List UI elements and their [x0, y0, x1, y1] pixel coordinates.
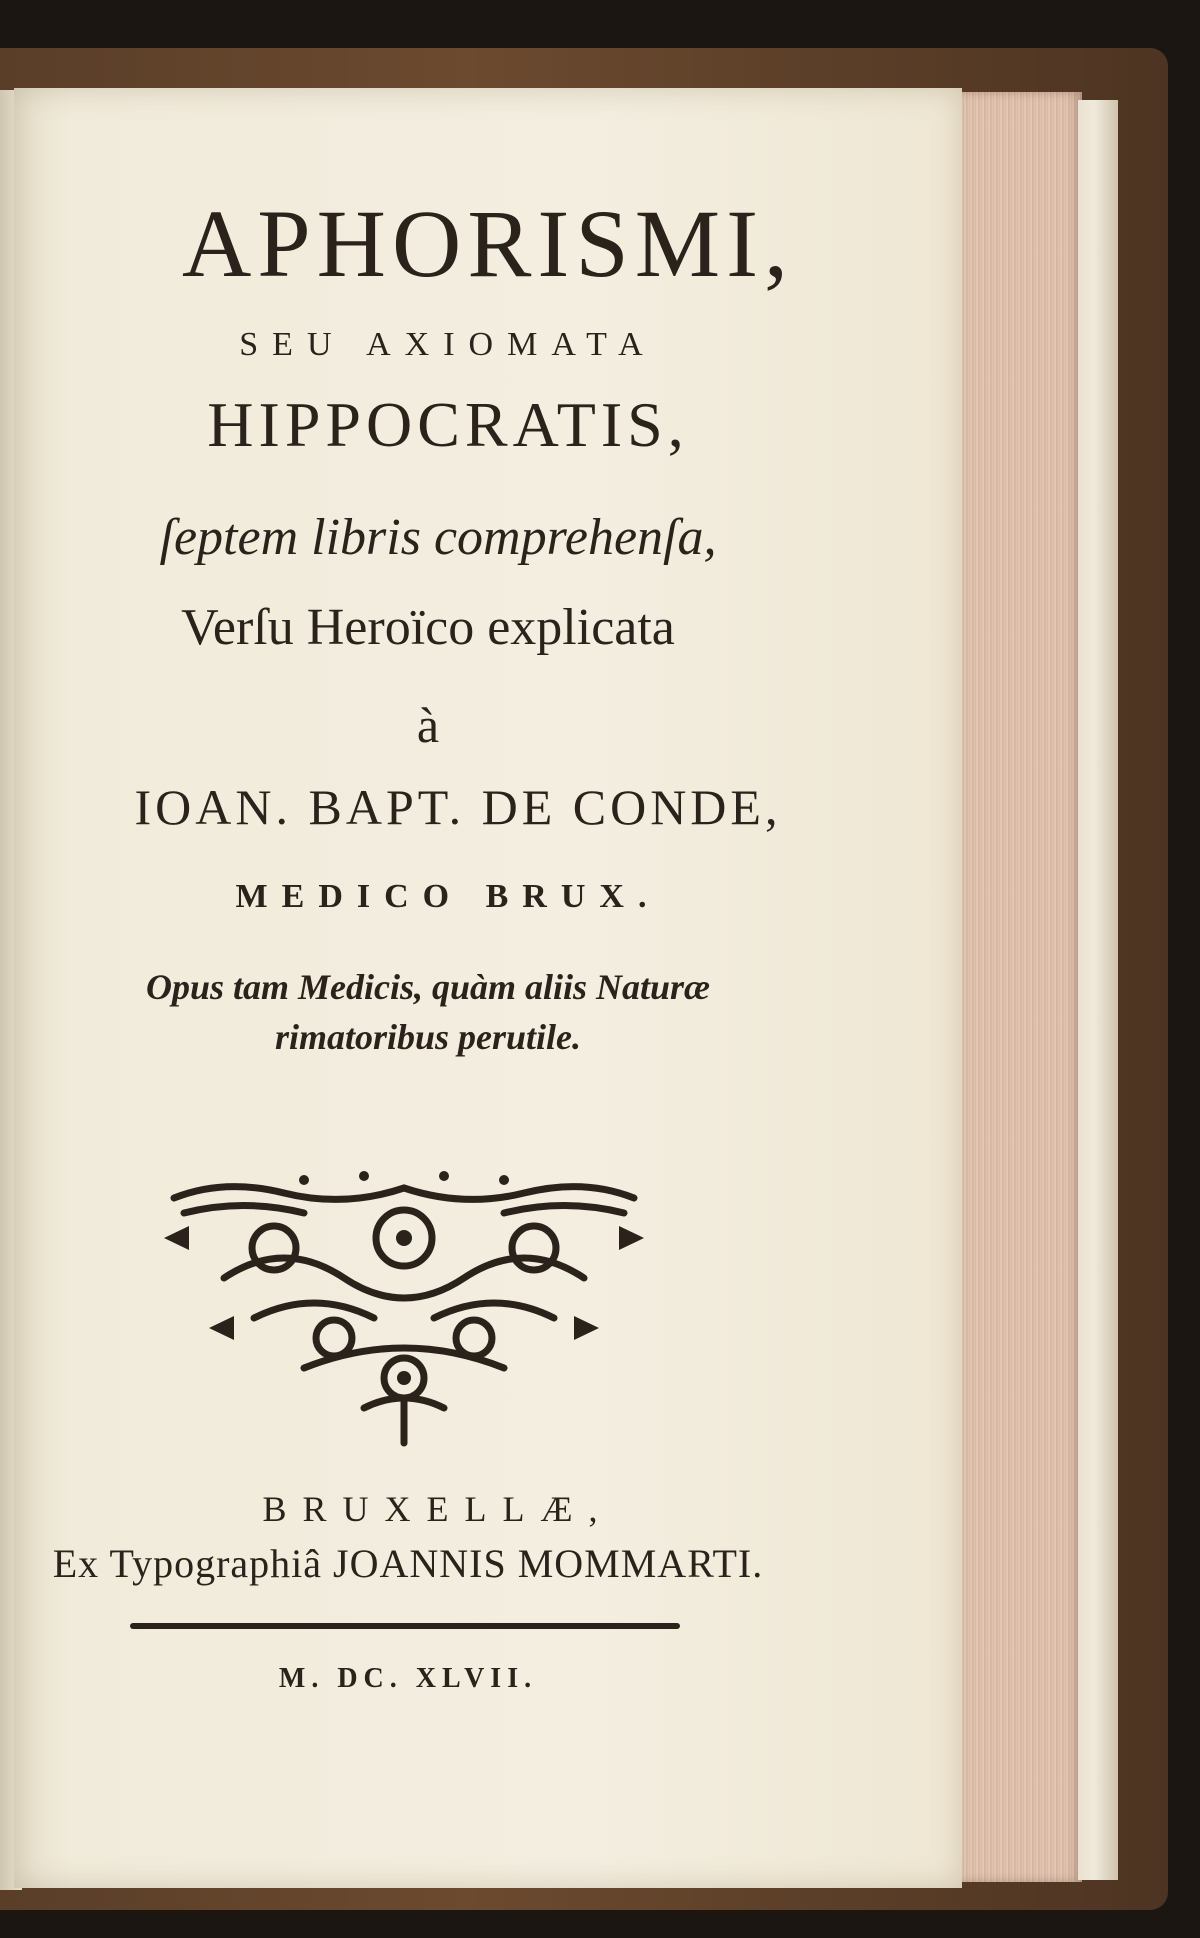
line-versu-heroico: Verſu Heroïco explicata — [181, 599, 675, 656]
line-a: à — [416, 697, 440, 753]
line-septem-libris: ſeptem libris comprehenſa, — [159, 509, 717, 566]
subtitle-seu-axiomata: SEU AXIOMATA — [239, 326, 657, 363]
imprint-place: BRUXELLÆ, — [262, 1489, 614, 1529]
imprint-year: M. DC. XLVII. — [278, 1663, 538, 1694]
page-edges — [962, 92, 1082, 1882]
title-page — [14, 88, 962, 1888]
subtitle-hippocratis: HIPPOCRATIS, — [207, 389, 689, 460]
fore-edge — [1078, 100, 1118, 1880]
opus-line-1: Opus tam Medicis, quàm aliis Naturæ — [145, 967, 711, 1007]
opus-line-2: rimatoribus perutile. — [274, 1017, 582, 1057]
author-name: IOAN. BAPT. DE CONDE, — [134, 779, 782, 835]
book-title: APHORISMI, — [181, 190, 795, 297]
printers-ornament-icon — [164, 1168, 644, 1448]
author-title: MEDICO BRUX. — [235, 878, 661, 915]
imprint-printer: Ex Typographiâ JOANNIS MOMMARTI. — [52, 1541, 764, 1586]
imprint-rule — [130, 1623, 680, 1629]
